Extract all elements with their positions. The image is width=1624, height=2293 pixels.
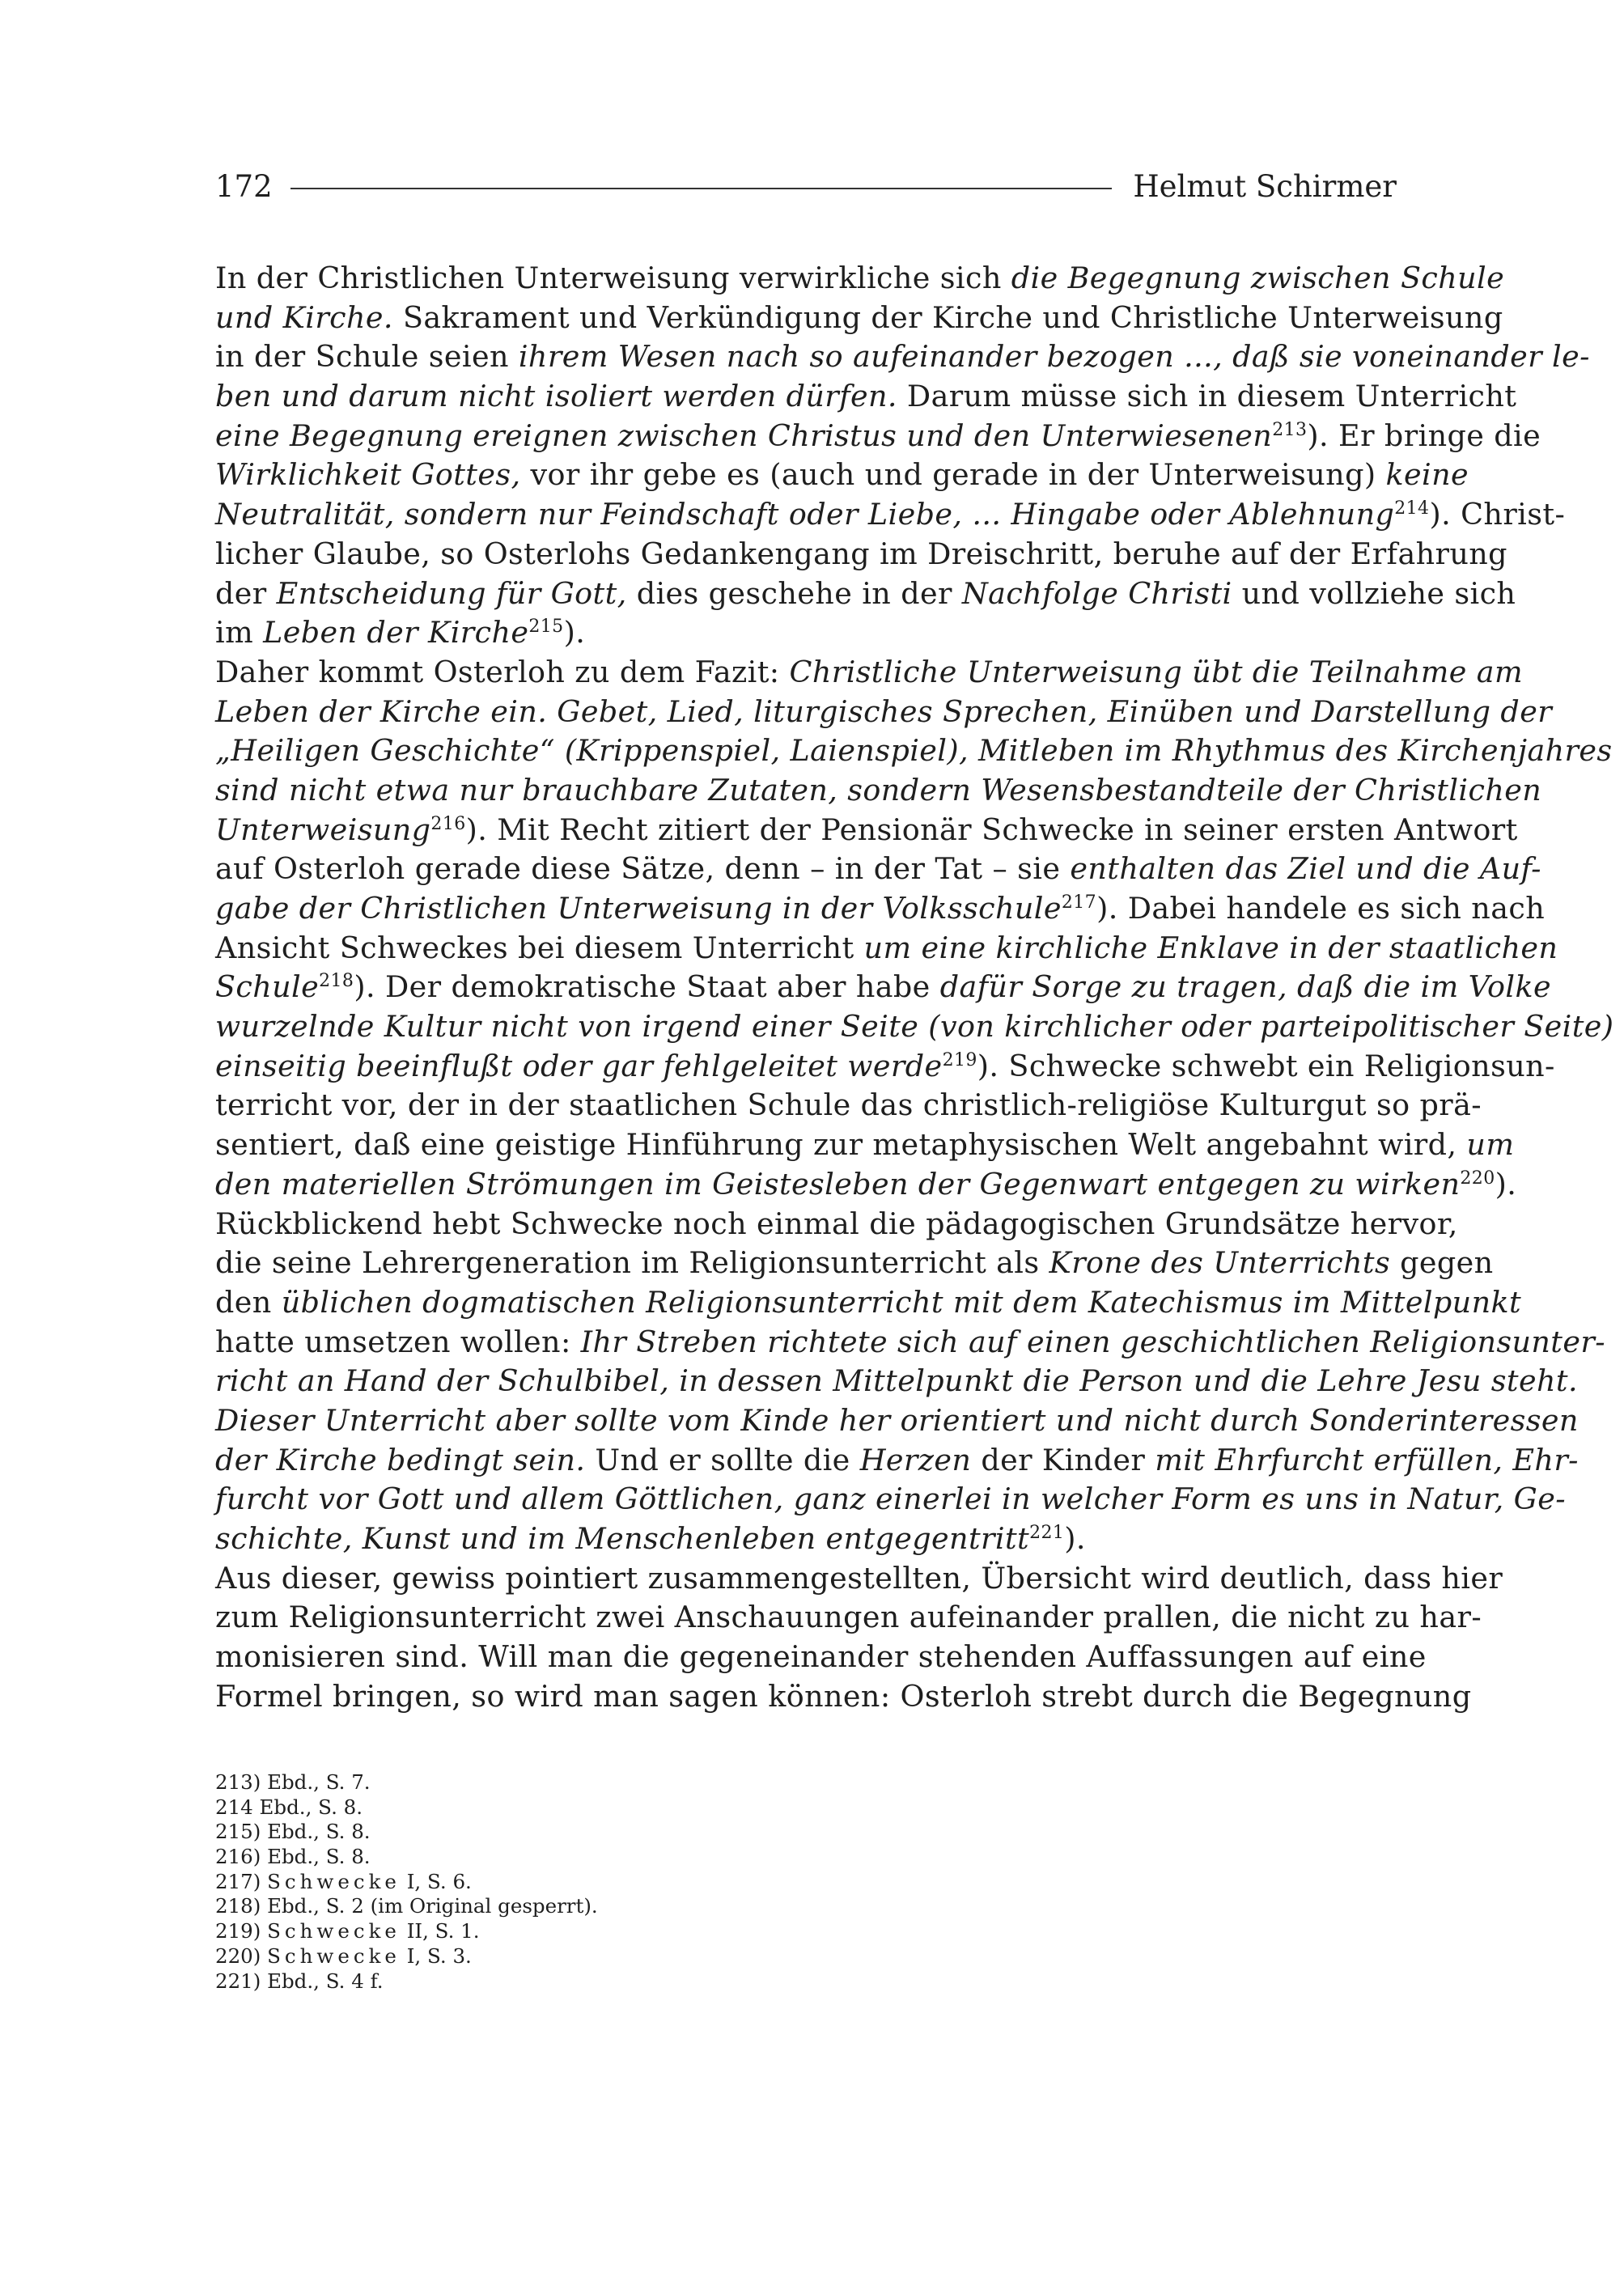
- text-run: und vollziehe sich: [1232, 575, 1516, 611]
- footnote-ref: 216: [430, 813, 466, 834]
- text-line: [215, 495, 1566, 535]
- text-line: [215, 1677, 1472, 1717]
- footnote-ref: 213: [1272, 419, 1308, 440]
- text-run: zum Religionsunterricht zwei Anschauungen aufeinander prallen, die nicht zu har-: [215, 1600, 1482, 1635]
- text-run: Darum müsse sich in diesem Unterricht: [897, 379, 1517, 414]
- italic-text: den materiellen Strömungen im Geistesleben der Gegenwart entgegen zu wirken: [215, 1166, 1461, 1202]
- footnote: [215, 1820, 1024, 1845]
- text-run: 213) Ebd., S. 7.: [215, 1770, 371, 1794]
- italic-text: dafür Sorge zu tragen, daß die im Volke: [939, 969, 1551, 1005]
- text-run: I, S. 6.: [400, 1869, 472, 1893]
- text-run: monisieren sind. Will man die gegeneinander stehenden Auffassungen auf eine: [215, 1639, 1427, 1675]
- text-run: 220): [215, 1943, 268, 1968]
- text-run: II, S. 1.: [400, 1919, 480, 1943]
- text-line: [215, 456, 1469, 495]
- italic-text: Unterweisung: [215, 812, 431, 847]
- text-run: ).: [563, 615, 586, 651]
- text-line: [215, 1007, 1614, 1047]
- running-head: [215, 162, 1397, 210]
- text-line: [215, 1047, 1555, 1087]
- italic-text: Neutralität, sondern nur Feindschaft oder Liebe, ... Hingabe oder Ablehnung: [215, 497, 1395, 532]
- running-head-author: Helmut Schirmer: [1133, 168, 1397, 204]
- text-line: [215, 1401, 1579, 1441]
- footnote-ref: 217: [1061, 892, 1097, 913]
- text-run: Rückblickend hebt Schwecke noch einmal die pädagogischen Grundsätze hervor,: [215, 1206, 1458, 1241]
- text-run: 214 Ebd., S. 8.: [215, 1795, 363, 1819]
- italic-text: richt an Hand der Schulbibel, in dessen Mittelpunkt die Person und die Lehre Jesu steht.: [215, 1363, 1578, 1399]
- text-run: der: [215, 575, 277, 611]
- text-line: [215, 1480, 1566, 1519]
- text-run: ).: [1495, 1166, 1517, 1202]
- text-line: [215, 1638, 1427, 1677]
- text-run: Und er sollte die: [585, 1442, 860, 1477]
- italic-text: mit Ehrfurcht erfüllen, Ehr-: [1155, 1442, 1579, 1477]
- text-line: [215, 850, 1541, 889]
- italic-text: ihrem Wesen nach so aufeinander bezogen ..., daß sie voneinander le-: [518, 339, 1590, 375]
- text-line: [215, 693, 1553, 732]
- italic-text: ben und darum nicht isoliert werden dürfen.: [215, 379, 897, 414]
- text-run: Formel bringen, so wird man sagen können: Osterloh strebt durch die Begegnung: [215, 1678, 1472, 1714]
- italic-text: wurzelnde Kultur nicht von irgend einer Seite (von kirchlicher oder parteipolitischer Seite): [215, 1009, 1614, 1045]
- text-line: [215, 1441, 1579, 1481]
- text-line: [215, 1323, 1605, 1363]
- text-run: die seine Lehrergeneration im Religionsunterricht als: [215, 1245, 1049, 1281]
- text-run: Ansicht Schweckes bei diesem Unterricht: [215, 930, 864, 965]
- italic-text: Nachfolge Christi: [961, 575, 1232, 611]
- text-line: [215, 1205, 1458, 1244]
- text-run: in der Schule seien: [215, 339, 519, 375]
- footnote: [215, 1944, 1024, 1969]
- text-run: ). Christ-: [1429, 497, 1566, 532]
- text-line: [215, 417, 1541, 456]
- text-line: [215, 1244, 1494, 1283]
- italic-text: die Begegnung zwischen Schule: [1011, 261, 1505, 295]
- italic-text: Krone des Unterrichts: [1049, 1245, 1391, 1281]
- text-run: hatte umsetzen wollen:: [215, 1324, 581, 1359]
- italic-text: Ihr Streben richtete sich auf einen geschichtlichen Religionsunter-: [580, 1324, 1605, 1359]
- footnote-ref: 220: [1460, 1168, 1495, 1189]
- italic-text: üblichen dogmatischen Religionsunterricht mit dem Katechismus im Mittelpunkt: [281, 1284, 1522, 1320]
- footnote: [215, 1969, 1024, 1994]
- italic-text: Christliche Unterweisung übt die Teilnahme am: [789, 654, 1523, 689]
- text-run: terricht vor, der in der staatlichen Schule das christlich-religiöse Kulturgut so prä-: [215, 1087, 1482, 1123]
- italic-text: gabe der Christlichen Unterweisung in der Volksschule: [215, 891, 1062, 926]
- spaced-name: Schwecke: [267, 1919, 401, 1943]
- text-run: 215) Ebd., S. 8.: [215, 1820, 371, 1844]
- text-line: [215, 535, 1507, 574]
- text-line: [215, 1362, 1578, 1401]
- text-line: [215, 771, 1542, 811]
- text-run: licher Glaube, so Osterlohs Gedankengang im Dreischritt, beruhe auf der Erfahrung: [215, 536, 1507, 571]
- italic-text: Herzen: [859, 1442, 972, 1477]
- text-line: [215, 811, 1518, 850]
- text-run: gegen: [1390, 1245, 1494, 1281]
- text-run: ). Schwecke schwebt ein Religionsun-: [977, 1048, 1555, 1083]
- text-line: [215, 1559, 1503, 1599]
- text-run: Aus dieser, gewiss pointiert zusammengestellten, Übersicht wird deutlich, dass hier: [215, 1560, 1503, 1596]
- text-line: [215, 613, 1397, 653]
- body-text: [215, 259, 1614, 1716]
- text-run: dies geschehe in der: [626, 575, 962, 611]
- footnote-ref: 221: [1029, 1523, 1065, 1543]
- page-number: 172: [215, 168, 273, 204]
- text-line: [215, 929, 1558, 968]
- italic-text: keine: [1385, 457, 1469, 493]
- text-line: [215, 1283, 1522, 1323]
- text-line: [215, 574, 1516, 614]
- footnote: [215, 1795, 1024, 1820]
- italic-text: eine Begegnung ereignen zwischen Christus und den Unterwiesenen: [215, 417, 1273, 453]
- text-run: den: [215, 1284, 282, 1320]
- text-line: [215, 1598, 1482, 1638]
- header-rule: [290, 188, 1113, 189]
- italic-text: „Heiligen Geschichte“ (Krippenspiel, Laienspiel), Mitleben im Rhythmus des Kirchenjahres: [215, 733, 1613, 769]
- footnote-ref: 215: [528, 617, 564, 638]
- italic-text: sind nicht etwa nur brauchbare Zutaten, sondern Wesensbestandteile der Christlichen: [215, 772, 1542, 807]
- text-line: [215, 889, 1546, 929]
- spaced-name: Schwecke: [267, 1943, 401, 1968]
- footnotes: [215, 1770, 1024, 1994]
- italic-text: Entscheidung für Gott,: [276, 575, 627, 611]
- text-run: 218) Ebd., S. 2 (im Original gesperrt).: [215, 1894, 598, 1918]
- text-run: In der Christlichen Unterweisung verwirkliche sich: [215, 261, 1011, 295]
- text-run: ). Er bringe die: [1307, 417, 1541, 453]
- text-line: [215, 731, 1613, 771]
- text-line: [215, 299, 1503, 338]
- footnote: [215, 1894, 1024, 1919]
- text-run: im: [215, 615, 264, 651]
- text-line: [215, 1086, 1482, 1125]
- text-line: [215, 1125, 1515, 1165]
- footnote-ref: 214: [1394, 498, 1430, 519]
- italic-text: Leben der Kirche ein. Gebet, Lied, liturgisches Sprechen, Einüben und Darstellung der: [215, 693, 1553, 729]
- text-run: 217): [215, 1869, 268, 1893]
- italic-text: einseitig beeinflußt oder gar fehlgeleitet werde: [215, 1048, 943, 1083]
- italic-text: Leben der Kirche: [263, 615, 529, 651]
- text-run: der Kinder: [971, 1442, 1155, 1477]
- footnote: [215, 1919, 1024, 1944]
- text-line: [215, 1519, 1397, 1559]
- text-run: sentiert, daß eine geistige Hinführung zur metaphysischen Welt angebahnt wird,: [215, 1127, 1467, 1163]
- text-run: Daher kommt Osterloh zu dem Fazit:: [215, 654, 790, 689]
- footnote: [215, 1770, 1024, 1795]
- footnote-ref: 218: [319, 971, 354, 992]
- italic-text: enthalten das Ziel und die Auf-: [1070, 851, 1541, 887]
- italic-text: furcht vor Gott und allem Göttlichen, ganz einerlei in welcher Form es uns in Natur, Ge-: [215, 1481, 1566, 1517]
- text-run: I, S. 3.: [400, 1943, 472, 1968]
- italic-text: um: [1466, 1127, 1515, 1163]
- text-run: ). Dabei handele es sich nach: [1096, 891, 1546, 926]
- footnote-ref: 219: [942, 1049, 977, 1070]
- italic-text: Dieser Unterricht aber sollte vom Kinde her orientiert und nicht durch Sonderinteressen: [215, 1402, 1579, 1438]
- italic-text: und Kirche.: [215, 299, 393, 335]
- text-line: [215, 1165, 1517, 1205]
- text-run: ).: [1064, 1521, 1086, 1556]
- italic-text: um eine kirchliche Enklave in der staatlichen: [863, 930, 1558, 965]
- italic-text: Schule: [215, 969, 320, 1005]
- italic-text: Wirklichkeit Gottes,: [215, 457, 521, 493]
- text-run: 216) Ebd., S. 8.: [215, 1845, 371, 1869]
- text-run: ). Mit Recht zitiert der Pensionär Schwecke in seiner ersten Antwort: [465, 812, 1518, 847]
- text-run: 219): [215, 1919, 268, 1943]
- text-line: [215, 968, 1551, 1007]
- text-line: [215, 337, 1590, 377]
- text-line: [215, 653, 1523, 693]
- text-run: Sakrament und Verkündigung der Kirche und Christliche Unterweisung: [392, 299, 1503, 335]
- footnote: [215, 1870, 1024, 1895]
- italic-text: schichte, Kunst und im Menschenleben entgegentritt: [215, 1521, 1030, 1556]
- footnote: [215, 1845, 1024, 1870]
- spaced-name: Schwecke: [267, 1869, 401, 1893]
- text-line: [215, 259, 1505, 299]
- text-run: auf Osterloh gerade diese Sätze, denn – in der Tat – sie: [215, 851, 1071, 887]
- text-run: 221) Ebd., S. 4 f.: [215, 1969, 384, 1993]
- text-run: ). Der demokratische Staat aber habe: [354, 969, 940, 1005]
- text-line: [215, 377, 1517, 417]
- text-run: vor ihr gebe es (auch und gerade in der Unterweisung): [520, 457, 1386, 493]
- italic-text: der Kirche bedingt sein.: [215, 1442, 586, 1477]
